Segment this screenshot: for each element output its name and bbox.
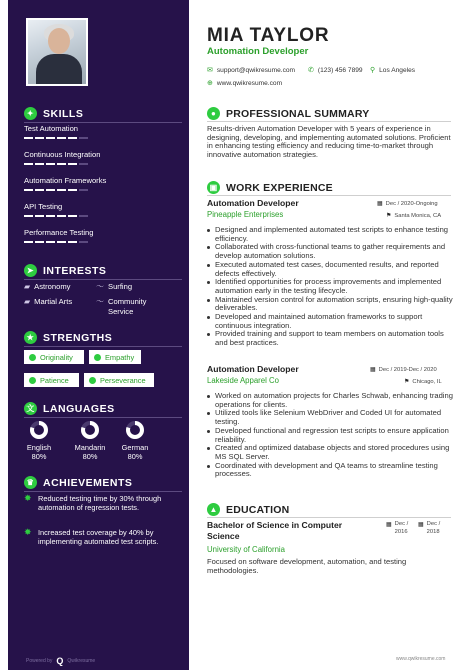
location-pin-icon: ⚲ bbox=[370, 67, 376, 74]
education-start: ▦ Dec / 2016 bbox=[386, 521, 409, 535]
summary-text: Results-driven Automation Developer with 5 years of experience in designing, developing, and implementing automated solutions. Proficient in enhancing testing efficiency and reducing time-to-market through innovative automation strategies. bbox=[207, 124, 451, 160]
paper-plane-icon: ➤ bbox=[24, 264, 37, 277]
skill-level-bar bbox=[24, 163, 88, 165]
list-item: Developed and maintained automation frameworks to support continuous integration. bbox=[207, 313, 453, 330]
skill-item: Performance Testing bbox=[24, 228, 174, 237]
dot-icon bbox=[94, 354, 101, 361]
briefcase-icon: ▣ bbox=[207, 181, 220, 194]
language-level-ring bbox=[29, 420, 49, 440]
dot-icon bbox=[89, 377, 96, 384]
book-icon: ▰ bbox=[24, 282, 31, 291]
skill-level-bar bbox=[24, 215, 88, 217]
skill-level-bar bbox=[24, 189, 88, 191]
surf-icon: 〜 bbox=[96, 297, 104, 306]
company-name: Lakeside Apparel Co bbox=[207, 376, 279, 385]
divider bbox=[24, 417, 182, 418]
book-icon: ▰ bbox=[24, 297, 31, 306]
list-item: Provided training and support to team members on automation tools and best practices. bbox=[207, 330, 453, 347]
mail-icon: ✉ bbox=[207, 67, 213, 74]
brand-logo-icon: Q bbox=[56, 656, 64, 666]
skill-level-bar bbox=[24, 137, 88, 139]
list-item: Coordinated with development and QA teams to streamline testing processes. bbox=[207, 462, 453, 479]
pin-icon: ⚑ bbox=[386, 213, 392, 219]
achievement-item: ✸ Reduced testing time by 30% through automation of regression tests. bbox=[24, 493, 162, 512]
skill-item: API Testing bbox=[24, 202, 174, 211]
job-bullets bbox=[207, 226, 453, 348]
skill-item: Continuous Integration bbox=[24, 150, 174, 159]
calendar-icon: ▦ bbox=[418, 522, 424, 528]
star-icon: ★ bbox=[24, 331, 37, 344]
globe-icon: ⊕ bbox=[207, 80, 213, 87]
divider bbox=[207, 195, 451, 196]
list-item: Created and optimized database objects and stored procedures using MS SQL Server. bbox=[207, 444, 453, 461]
summary-heading: ● PROFESSIONAL SUMMARY bbox=[207, 107, 369, 120]
translate-icon: 文 bbox=[24, 402, 37, 415]
job-title: Automation Developer bbox=[207, 198, 299, 208]
phone-icon: ✆ bbox=[308, 67, 314, 74]
list-item: Developed functional and regression test scripts to ensure application reliability. bbox=[207, 427, 453, 444]
job-bullets bbox=[207, 392, 453, 479]
job-location: ⚑ Santa Monica, CA bbox=[386, 212, 442, 219]
achievement-item: ✸ Increased test coverage by 40% by implementing automated test scripts. bbox=[24, 527, 159, 546]
divider bbox=[24, 279, 182, 280]
education-end: ▦ Dec / 2018 bbox=[418, 521, 441, 535]
footer-website[interactable]: www.qwikresume.com bbox=[396, 656, 446, 662]
job-dates: ▦ Dec / 2020-Ongoing bbox=[377, 200, 438, 207]
trophy-icon: ✸ bbox=[24, 527, 32, 537]
languages-heading: 文 LANGUAGES bbox=[24, 402, 115, 415]
education-heading: ▲ EDUCATION bbox=[207, 503, 289, 516]
strength-tag: Empathy bbox=[89, 350, 141, 364]
list-item: Designed and implemented automated test scripts to enhance testing efficiency. bbox=[207, 226, 453, 243]
divider bbox=[24, 491, 182, 492]
strengths-heading: ★ STRENGTHS bbox=[24, 331, 112, 344]
skill-level-bar bbox=[24, 241, 88, 243]
surf-icon: 〜 bbox=[96, 282, 104, 291]
profile-photo bbox=[26, 18, 88, 86]
dot-icon bbox=[29, 354, 36, 361]
divider bbox=[207, 517, 451, 518]
footer-brand: Powered by Q Qwikresume bbox=[26, 656, 96, 666]
contact-website: ⊕ www.qwikresume.com bbox=[207, 79, 283, 87]
contact-email: ✉ support@qwikresume.com bbox=[207, 66, 296, 74]
language-level-ring bbox=[125, 420, 145, 440]
skill-item: Automation Frameworks bbox=[24, 176, 174, 185]
job-dates: ▦ Dec / 2019-Dec / 2020 bbox=[370, 366, 437, 373]
dot-icon bbox=[29, 377, 36, 384]
list-item: Executed automated test cases, documented results, and reported defects effectively. bbox=[207, 261, 453, 278]
list-item: Collaborated with cross-functional teams to gather requirements and develop automation solutions. bbox=[207, 243, 453, 260]
degree-title: Bachelor of Science in Computer Science bbox=[207, 520, 343, 541]
calendar-icon: ▦ bbox=[386, 522, 392, 528]
trophy-icon: ♛ bbox=[24, 476, 37, 489]
language-item: German 80% bbox=[118, 420, 152, 461]
job-location: ⚑ Chicago, IL bbox=[404, 378, 442, 385]
skills-heading: ✦ SKILLS bbox=[24, 107, 83, 120]
interest-item: 〜 Surfing bbox=[96, 282, 133, 291]
list-item: Worked on automation projects for Charles Schwab, enhancing trading operations for clients. bbox=[207, 392, 453, 409]
list-item: Utilized tools like Selenium WebDriver and Coded UI for automated testing. bbox=[207, 409, 453, 426]
language-item: English 80% bbox=[22, 420, 56, 461]
language-level-ring bbox=[80, 420, 100, 440]
pin-icon: ⚑ bbox=[404, 379, 410, 385]
graduation-cap-icon: ▲ bbox=[207, 503, 220, 516]
list-item: Maintained version control for automation scripts, ensuring high-quality deliverables. bbox=[207, 296, 453, 313]
contact-phone: ✆ (123) 456 7899 bbox=[308, 66, 363, 74]
candidate-role: Automation Developer bbox=[207, 46, 309, 57]
school-name: University of California bbox=[207, 545, 285, 554]
divider bbox=[24, 122, 182, 123]
calendar-icon: ▦ bbox=[370, 367, 376, 373]
interest-item: ▰ Astronomy bbox=[24, 282, 71, 291]
skill-item: Test Automation bbox=[24, 124, 174, 133]
divider bbox=[24, 346, 182, 347]
interests-heading: ➤ INTERESTS bbox=[24, 264, 106, 277]
achievements-heading: ♛ ACHIEVEMENTS bbox=[24, 476, 132, 489]
job-title: Automation Developer bbox=[207, 364, 299, 374]
company-name: Pineapple Enterprises bbox=[207, 210, 284, 219]
calendar-icon: ▦ bbox=[377, 201, 383, 207]
strength-tag: Patience bbox=[24, 373, 79, 387]
divider bbox=[207, 121, 451, 122]
lightbulb-icon: ✦ bbox=[24, 107, 37, 120]
interest-item: 〜 Community Service bbox=[96, 297, 147, 316]
education-text: Focused on software development, automation, and testing methodologies. bbox=[207, 557, 407, 575]
trophy-icon: ✸ bbox=[24, 493, 32, 503]
candidate-name: MIA TAYLOR bbox=[207, 25, 330, 46]
language-item: Mandarin 80% bbox=[73, 420, 107, 461]
experience-heading: ▣ WORK EXPERIENCE bbox=[207, 181, 333, 194]
interest-item: ▰ Martial Arts bbox=[24, 297, 73, 306]
strength-tag: Perseverance bbox=[84, 373, 154, 387]
person-icon: ● bbox=[207, 107, 220, 120]
contact-location: ⚲ Los Angeles bbox=[370, 66, 416, 74]
list-item: Identified opportunities for process improvements and implemented automation early in the testing lifecycle. bbox=[207, 278, 453, 295]
strength-tag: Originality bbox=[24, 350, 84, 364]
